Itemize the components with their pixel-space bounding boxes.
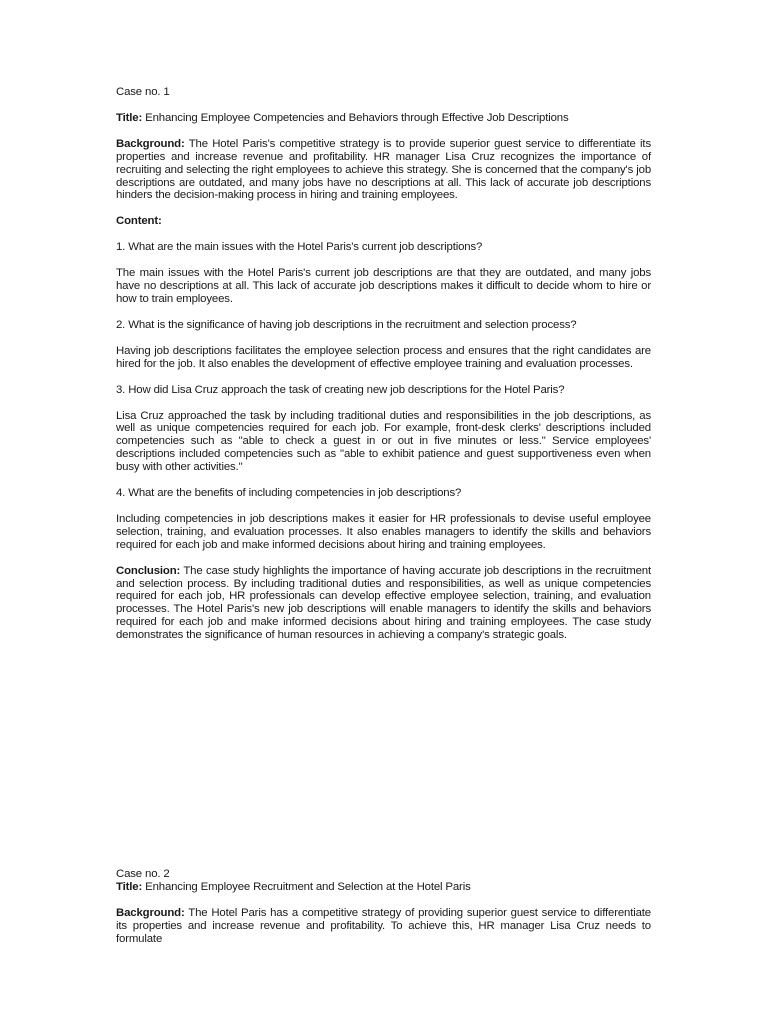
question-3: 3. How did Lisa Cruz approach the task of creating new job descriptions for the Hotel Paris? bbox=[116, 383, 565, 396]
background-text: The Hotel Paris's competitive strategy is to provide superior guest service to differentiate its properties and increase revenue and profitability. HR manager Lisa Cruz recognizes the importance of recruiting and selecting the right employees to achieve this strategy. She is concerned that the company's job descriptions are outdated, and many jobs have no descriptions at all. This lack of accurate job descriptions hinders the decision-making process in hiring and training employees. bbox=[116, 137, 651, 202]
conclusion-label: Conclusion: bbox=[116, 564, 181, 577]
case-2-title-label: Title: bbox=[116, 880, 143, 893]
question-2: 2. What is the significance of having job descriptions in the recruitment and selection process? bbox=[116, 318, 577, 331]
case-2-background-text: The Hotel Paris has a competitive strategy of providing superior guest service to differentiate its properties and increase revenue and profitability. To achieve this, HR manager Lisa Cruz needs to formulate bbox=[116, 906, 651, 945]
conclusion-text: The case study highlights the importance of having accurate job descriptions in the recruitment and selection process. By including traditional duties and responsibilities, as well as unique competencies required for each job, HR professionals can develop effective employee selection, training, and evaluation processes. The Hotel Paris's new job descriptions will enable managers to identify the skills and behaviors required for each job and make informed decisions about hiring and training employees. The case study demonstrates the significance of human resources in achieving a company's strategic goals. bbox=[116, 564, 651, 642]
case-2-background-label: Background: bbox=[116, 906, 185, 919]
answer-2: Having job descriptions facilitates the employee selection process and ensures that the right candidates are hired for the job. It also enables the development of effective employee training and evaluation processes. bbox=[116, 344, 651, 370]
answer-1: The main issues with the Hotel Paris's current job descriptions are that they are outdated, and many jobs have no descriptions at all. This lack of accurate job descriptions makes it difficult to decide whom to hire or how to train employees. bbox=[116, 267, 651, 305]
answer-4: Including competencies in job descriptions makes it easier for HR professionals to devise useful employee selection, training, and evaluation processes. It also enables managers to identify the skills and behaviors required for each job and make informed decisions about hiring and training employees. bbox=[116, 512, 651, 551]
case-number: Case no. 1 bbox=[116, 86, 170, 98]
conclusion-paragraph bbox=[116, 565, 651, 642]
background-paragraph bbox=[116, 138, 651, 203]
case-2-number: Case no. 2 bbox=[116, 868, 170, 880]
question-1: 1. What are the main issues with the Hotel Paris's current job descriptions? bbox=[116, 241, 483, 254]
document-page bbox=[116, 86, 651, 655]
content-heading: Content: bbox=[116, 215, 162, 228]
case-2-title bbox=[116, 881, 651, 894]
answer-3: Lisa Cruz approached the task by including traditional duties and responsibilities in the job descriptions, as well as unique competencies required for each job. For example, front-desk clerks' descriptions included competencies such as "able to check a guest in or out in five minutes or less." Service employees' descriptions included competencies such as "able to exhibit patience and guest supportiveness even when busy with other activities." bbox=[116, 409, 651, 474]
title-label: Title: bbox=[116, 111, 143, 124]
background-label: Background: bbox=[116, 137, 185, 150]
case-2-title-text: Enhancing Employee Recruitment and Selection at the Hotel Paris bbox=[145, 880, 471, 893]
case-2-section bbox=[116, 868, 651, 959]
case-2-background bbox=[116, 907, 651, 946]
case-title bbox=[116, 112, 651, 125]
question-4: 4. What are the benefits of including competencies in job descriptions? bbox=[116, 487, 462, 500]
title-text: Enhancing Employee Competencies and Behaviors through Effective Job Descriptions bbox=[145, 111, 569, 124]
